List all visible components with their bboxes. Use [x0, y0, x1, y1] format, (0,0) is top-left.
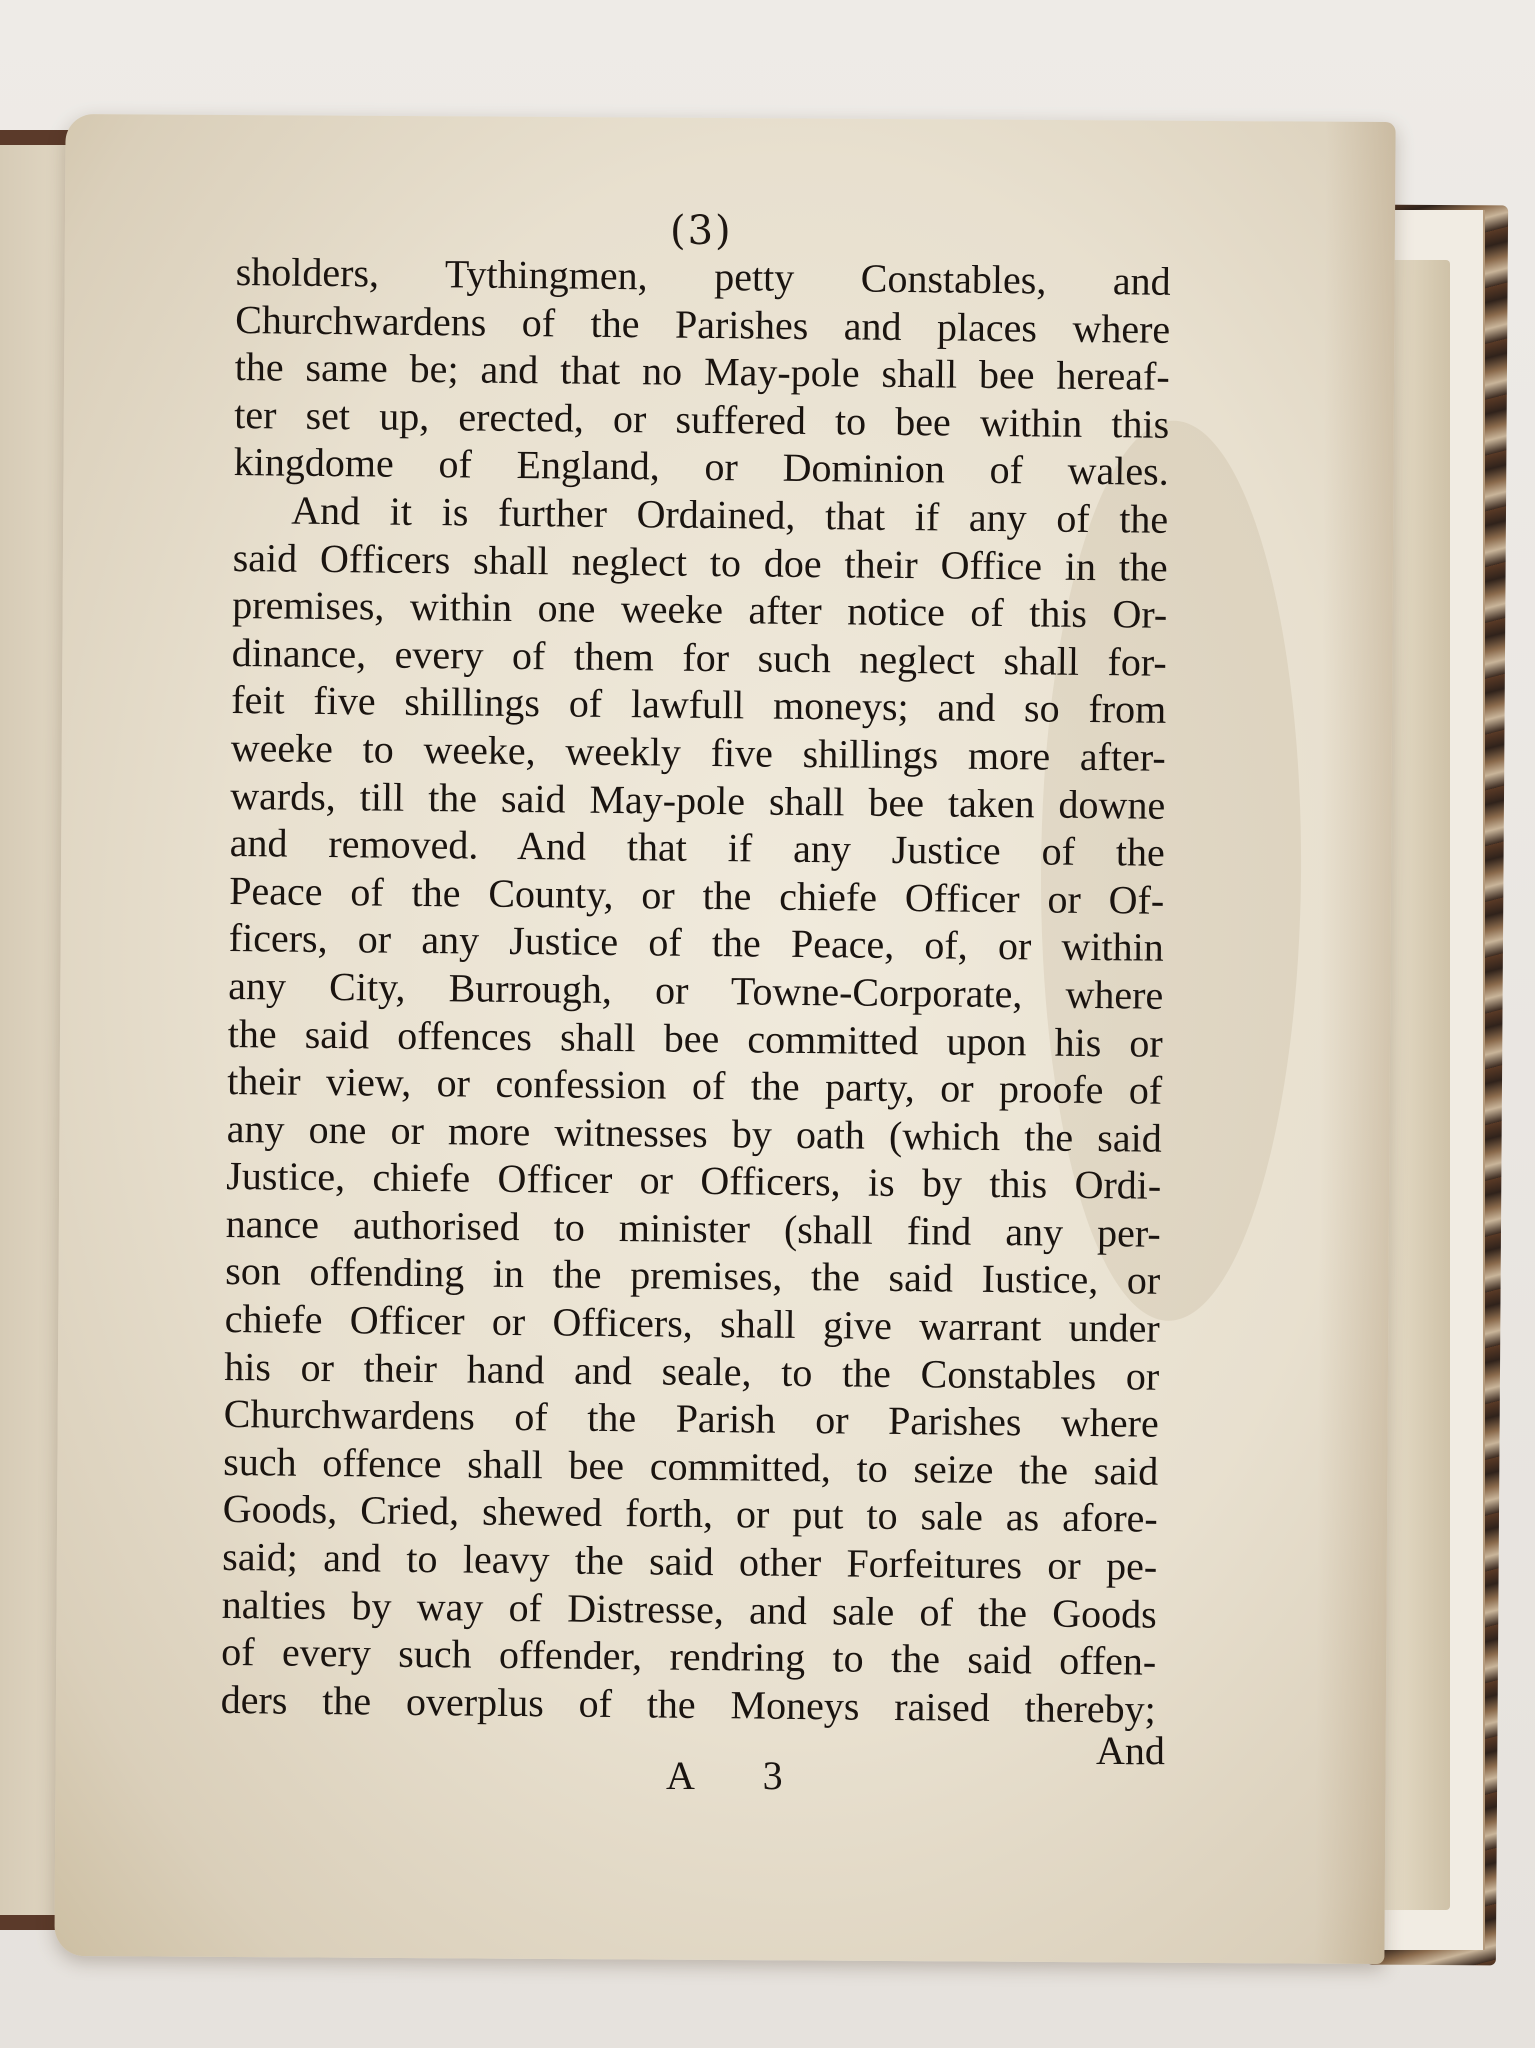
- text-line: Peace of the County, or the chiefe Officer or Of-: [229, 867, 1165, 923]
- text-line: the said offences shall bee committed upon his or: [227, 1010, 1163, 1066]
- catchword: And: [1096, 1728, 1165, 1773]
- text-line: Justice, chiefe Officer or Officers, is by this Ordi-: [226, 1153, 1162, 1209]
- page-number: (3): [670, 208, 733, 254]
- text-line: such offence shall bee committed, to seize the said: [223, 1438, 1159, 1494]
- text-line: wards, till the said May-pole shall bee taken downe: [230, 772, 1166, 828]
- text-line: chiefe Officer or Officers, shall give warrant under: [224, 1296, 1160, 1351]
- text-line: their view, or confession of the party, or proofe of: [227, 1058, 1163, 1113]
- text-line: Churchwardens of the Parish or Parishes where: [223, 1391, 1159, 1446]
- text-line: son offending in the premises, the said Iustice, or: [225, 1248, 1161, 1304]
- text-line: feit five shillings of lawfull moneys; and so from: [231, 677, 1167, 733]
- text-line: Goods, Cried, shewed forth, or put to sale as afore-: [222, 1486, 1158, 1542]
- text-line: sholders, Tythingmen, petty Constables, and: [235, 248, 1171, 304]
- text-line: and removed. And that if any Justice of the: [229, 820, 1165, 875]
- text-line: dinance, every of them for such neglect shall for-: [231, 629, 1167, 685]
- text-line: any one or more witnesses by oath (which the said: [226, 1105, 1162, 1161]
- text-line: said; and to leavy the said other Forfeitures or pe-: [222, 1533, 1158, 1589]
- text-line: kingdome of England, or Dominion of wales.: [233, 439, 1169, 495]
- text-line: his or their hand and seale, to the Constables or: [224, 1343, 1160, 1399]
- text-line: nalties by way of Distresse, and sale of the Goods: [221, 1581, 1157, 1637]
- text-line: said Officers shall neglect to doe their Office in the: [232, 534, 1168, 590]
- text-line: weeke to weeke, weekly five shillings more after-: [230, 724, 1166, 780]
- body-text: [221, 248, 1171, 1733]
- text-line: ders the overplus of the Moneys raised thereby;: [220, 1676, 1156, 1732]
- text-line: any City, Burrough, or Towne-Corporate, where: [228, 962, 1164, 1018]
- text-line: And it is further Ordained, that if any of the: [291, 487, 1169, 542]
- text-line: premises, within one weeke after notice of this Or-: [232, 582, 1168, 637]
- text-line: ter set up, erected, or suffered to bee within this: [234, 391, 1170, 447]
- text-line: nance authorised to minister (shall find any per-: [225, 1200, 1161, 1256]
- text-line: the same be; and that no May-pole shall bee hereaf-: [234, 344, 1170, 399]
- text-line: of every such offender, rendring to the said offen-: [221, 1629, 1157, 1684]
- text-line: Churchwardens of the Parishes and places where: [235, 296, 1171, 352]
- signature-mark: A 3: [666, 1753, 813, 1798]
- text-line: ficers, or any Justice of the Peace, of, or within: [228, 915, 1164, 971]
